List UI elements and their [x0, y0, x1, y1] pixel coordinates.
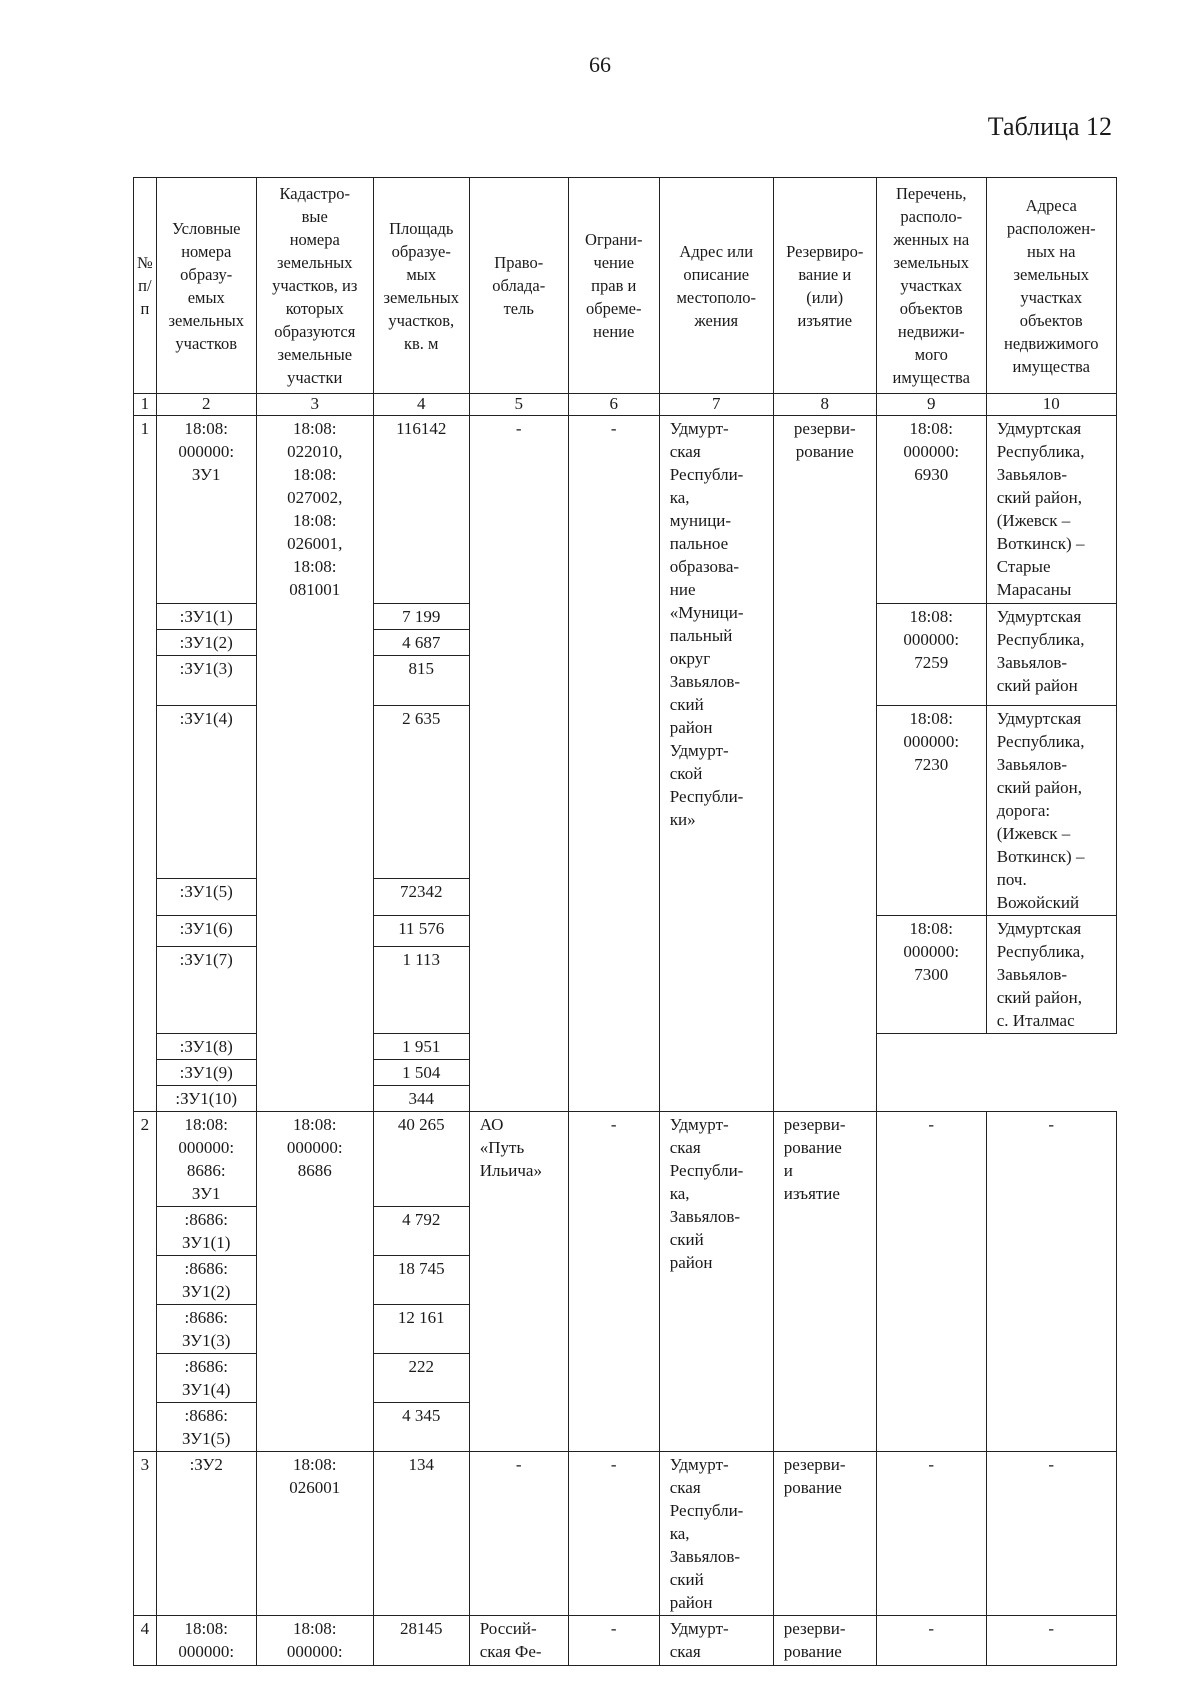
subparcel-area: 72342: [373, 879, 469, 916]
subparcel-number: :8686: ЗУ1(2): [156, 1256, 256, 1305]
subparcel-number: :ЗУ1(4): [156, 706, 256, 879]
subparcel-area: 7 199: [373, 604, 469, 630]
header-cell-num: № п/п: [134, 178, 157, 394]
parcel-number: :ЗУ2: [156, 1452, 256, 1616]
location-address: Удмурт- ская Республи- ка, муници- пальное образова- ние «Муници- пальный округ Завьялов- ский район Удмурт- ской Республи- ки»: [659, 416, 773, 1112]
cadastral-numbers: 18:08: 000000:: [256, 1616, 373, 1666]
parcel-number: 18:08: 000000:: [156, 1616, 256, 1666]
parcel-area: 40 265: [373, 1112, 469, 1207]
object-address: -: [986, 1616, 1116, 1666]
object-address: Удмуртская Республика, Завьялов- ский район, с. Италмас: [986, 916, 1116, 1034]
header-cell-area: Площадь образуе- мых земельных участков, кв. м: [373, 178, 469, 394]
column-number: 8: [773, 394, 876, 416]
parcel-area: 28145: [373, 1616, 469, 1666]
subparcel-area: 2 635: [373, 706, 469, 879]
column-number-row: [134, 394, 1117, 416]
owner: АО «Путь Ильича»: [469, 1112, 568, 1452]
column-number: 7: [659, 394, 773, 416]
table-row: [134, 416, 1117, 604]
subparcel-number: :ЗУ1(2): [156, 630, 256, 656]
subparcel-area: 815: [373, 656, 469, 706]
subparcel-area: 11 576: [373, 916, 469, 947]
subparcel-area: 12 161: [373, 1305, 469, 1354]
row-number: 2: [134, 1112, 157, 1452]
header-cell-objects-address: Адреса расположен- ных на земельных участках объектов недвижимого имущества: [986, 178, 1116, 394]
cadastral-numbers: 18:08: 026001: [256, 1452, 373, 1616]
subparcel-area: 1 113: [373, 947, 469, 1034]
table-row: [134, 1452, 1117, 1616]
object-id: 18:08: 000000: 6930: [876, 416, 986, 604]
object-address: Удмуртская Республика, Завьялов- ский район: [986, 604, 1116, 706]
header-cell-cadastral: Кадастро- вые номера земельных участков, из которых образуются земельные участки: [256, 178, 373, 394]
reservation: резерви- рование: [773, 1616, 876, 1666]
column-number: 5: [469, 394, 568, 416]
subparcel-number: :ЗУ1(5): [156, 879, 256, 916]
subparcel-area: 4 345: [373, 1403, 469, 1452]
row-number: 4: [134, 1616, 157, 1666]
subparcel-number: :8686: ЗУ1(4): [156, 1354, 256, 1403]
header-cell-reservation: Резервиро- вание и (или) изъятие: [773, 178, 876, 394]
reservation: резерви- рование: [773, 416, 876, 1112]
subparcel-number: :8686: ЗУ1(5): [156, 1403, 256, 1452]
subparcel-number: :8686: ЗУ1(1): [156, 1207, 256, 1256]
location-address: Удмурт- ская Республи- ка, Завьялов- ский район: [659, 1452, 773, 1616]
object-id: -: [876, 1616, 986, 1666]
subparcel-number: :ЗУ1(3): [156, 656, 256, 706]
restriction: -: [568, 416, 659, 1112]
column-number: 10: [986, 394, 1116, 416]
header-cell-address: Адрес или описание местополо- жения: [659, 178, 773, 394]
subparcel-area: 222: [373, 1354, 469, 1403]
subparcel-number: :ЗУ1(7): [156, 947, 256, 1034]
subparcel-area: 4 687: [373, 630, 469, 656]
object-address: Удмуртская Республика, Завьялов- ский район, дорога: (Ижевск – Воткинск) – поч. Вожойский: [986, 706, 1116, 916]
column-number: 9: [876, 394, 986, 416]
table-row: [134, 1616, 1117, 1666]
parcel-number: 18:08: 000000: ЗУ1: [156, 416, 256, 604]
land-parcels-table: [133, 177, 1117, 1666]
restriction: -: [568, 1452, 659, 1616]
header-cell-parcel: Условные номера образу- емых земельных участков: [156, 178, 256, 394]
object-id: -: [876, 1452, 986, 1616]
table-caption: Таблица 12: [987, 112, 1112, 141]
cadastral-numbers: 18:08: 000000: 8686: [256, 1112, 373, 1452]
header-cell-objects: Перечень, располо- женных на земельных участках объектов недвижи- мого имущества: [876, 178, 986, 394]
restriction: -: [568, 1112, 659, 1452]
object-id: 18:08: 000000: 7300: [876, 916, 986, 1034]
owner: -: [469, 1452, 568, 1616]
page-number: 66: [589, 52, 611, 77]
subparcel-number: :ЗУ1(8): [156, 1034, 256, 1060]
column-number: 6: [568, 394, 659, 416]
subparcel-area: 1 504: [373, 1060, 469, 1086]
table-header-row: [134, 178, 1117, 394]
parcel-number: 18:08: 000000: 8686: ЗУ1: [156, 1112, 256, 1207]
object-id: -: [876, 1112, 986, 1452]
column-number: 1: [134, 394, 157, 416]
column-number: 2: [156, 394, 256, 416]
subparcel-number: :ЗУ1(9): [156, 1060, 256, 1086]
location-address: Удмурт- ская: [659, 1616, 773, 1666]
subparcel-number: :ЗУ1(1): [156, 604, 256, 630]
subparcel-area: 344: [373, 1086, 469, 1112]
header-cell-owner: Право- облада- тель: [469, 178, 568, 394]
object-id: 18:08: 000000: 7230: [876, 706, 986, 916]
subparcel-area: 1 951: [373, 1034, 469, 1060]
cadastral-numbers: 18:08: 022010, 18:08: 027002, 18:08: 026001, 18:08: 081001: [256, 416, 373, 1112]
subparcel-area: 4 792: [373, 1207, 469, 1256]
column-number: 3: [256, 394, 373, 416]
reservation: резерви- рование: [773, 1452, 876, 1616]
parcel-area: 116142: [373, 416, 469, 604]
row-number: 3: [134, 1452, 157, 1616]
header-cell-restriction: Ограни- чение прав и обреме- нение: [568, 178, 659, 394]
object-address: -: [986, 1452, 1116, 1616]
object-address: Удмуртская Республика, Завьялов- ский район, (Ижевск – Воткинск) – Старые Марасаны: [986, 416, 1116, 604]
subparcel-area: 18 745: [373, 1256, 469, 1305]
parcel-area: 134: [373, 1452, 469, 1616]
subparcel-number: :8686: ЗУ1(3): [156, 1305, 256, 1354]
reservation: резерви- рование и изъятие: [773, 1112, 876, 1452]
subparcel-number: :ЗУ1(6): [156, 916, 256, 947]
restriction: -: [568, 1616, 659, 1666]
location-address: Удмурт- ская Республи- ка, Завьялов- ский район: [659, 1112, 773, 1452]
row-number: 1: [134, 416, 157, 1112]
owner: -: [469, 416, 568, 1112]
table-row: [134, 1112, 1117, 1207]
column-number: 4: [373, 394, 469, 416]
object-address: -: [986, 1112, 1116, 1452]
subparcel-number: :ЗУ1(10): [156, 1086, 256, 1112]
owner: Россий- ская Фе-: [469, 1616, 568, 1666]
object-id: 18:08: 000000: 7259: [876, 604, 986, 706]
